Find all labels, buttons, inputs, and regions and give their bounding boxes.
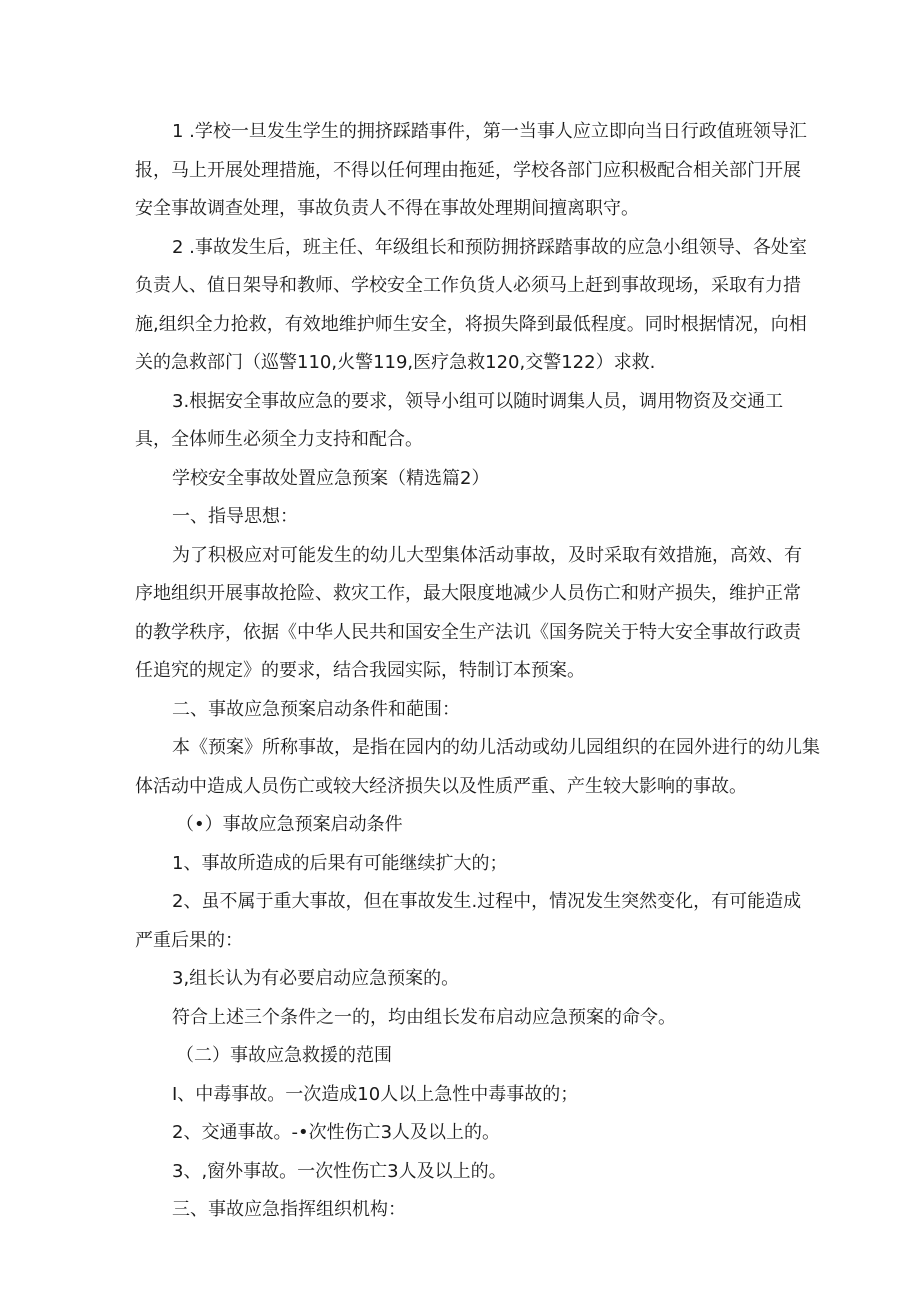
list-item: 3,组长认为有必要启动应急预案的。: [172, 968, 460, 989]
subsection-heading: （•）事故应急预案启动条件: [176, 814, 403, 835]
paragraph-2: [135, 229, 807, 383]
text-line: 负责人、值日架导和教师、学校安全工作负货人必须马上赶到事故现场，采取有力措: [135, 275, 801, 296]
text-line: 任追究的规定》的要求，结合我园实际，特制订本预案。: [135, 660, 585, 681]
paragraph-3: [135, 383, 785, 460]
section-heading: 学校安全事故处置应急预案（精选篇2）: [172, 467, 490, 489]
text-line: 安全事故调查处理，事故负责人不得在事故处理期间擅离职守。: [135, 198, 639, 219]
text-line: 关的急救部门（巡警110,火警119,医疗急救120,交警122）求救.: [135, 352, 656, 373]
text-line: 序地组织开展事故抢险、救灾工作，最大限度地减少人员伤亡和财产损失，维护正常: [135, 583, 801, 604]
text-line: 体活动中造成人员伤亡或较大经济损失以及性质严重、产生较大影响的事故。: [135, 775, 747, 797]
text-line: 施,组织全力抢救，有效地维护师生安全，将损失降到最低程度。同时根据情况，向相: [135, 313, 807, 335]
list-item: 2、交通事故。-•次性伤亡3人及以上的。: [172, 1122, 501, 1143]
section-heading: 二、事故应急预案启动条件和葩围：: [172, 698, 460, 720]
list-item: 3、,窗外事故。一次性伤亡3人及以上的。: [172, 1160, 507, 1182]
text-line: 报，马上开展处理措施，不得以任何理由拖延，学校各部门应积极配合相关部门开展: [135, 159, 801, 181]
section-heading: 三、事故应急指挥组织机构：: [172, 1199, 406, 1220]
paragraph-1: [135, 113, 807, 229]
text-line: 严重后果的：: [135, 929, 243, 951]
paragraph-scope: [135, 729, 820, 806]
text-line: 的教学秩序，依据《中华人民共和国安全生产法讥《国务院关于特大安全事故行政责: [135, 621, 801, 643]
text-line: 本《预案》所称事故，是指在园内的幼儿活动或幼儿园组织的在园外进行的幼儿集: [172, 737, 820, 758]
text-line: 3.根据安全事故应急的要求，领导小组可以随时调集人员，调用物资及交通工: [172, 390, 784, 412]
paragraph-guiding-thought: [135, 537, 802, 691]
list-item: 1、事故所造成的后果有可能继续扩大的；: [172, 852, 508, 874]
text-line: 1 .学校一旦发生学生的拥挤踩踏事件，第一当事人应立即向当日行政值班领导汇: [172, 121, 807, 142]
section-heading: 一、指导思想：: [172, 506, 298, 527]
text-line: 符合上述三个条件之一的，均由组长发布启动应急预案的命令。: [172, 1006, 676, 1028]
text-line: 具，全体师生必须全力支持和配合。: [135, 429, 423, 450]
list-item: [135, 883, 802, 960]
text-line: 2 .事故发生后，班主任、年级组长和预防拥挤踩踏事故的应急小组领导、各处室: [172, 236, 807, 258]
list-item: I、中毒事故。一次造成10人以上急性中毒事故的；: [172, 1083, 579, 1105]
text-line: 为了积极应对可能发生的幼儿大型集体活动事故，及时采取有效措施，高效、有: [172, 544, 802, 566]
subsection-heading: （二）事故应急救援的范围: [176, 1045, 392, 1066]
text-line: 2、虽不属于重大事故，但在事故发生.过程中，情况发生突然变化，有可能造成: [172, 891, 802, 912]
document-body: [135, 113, 820, 1230]
